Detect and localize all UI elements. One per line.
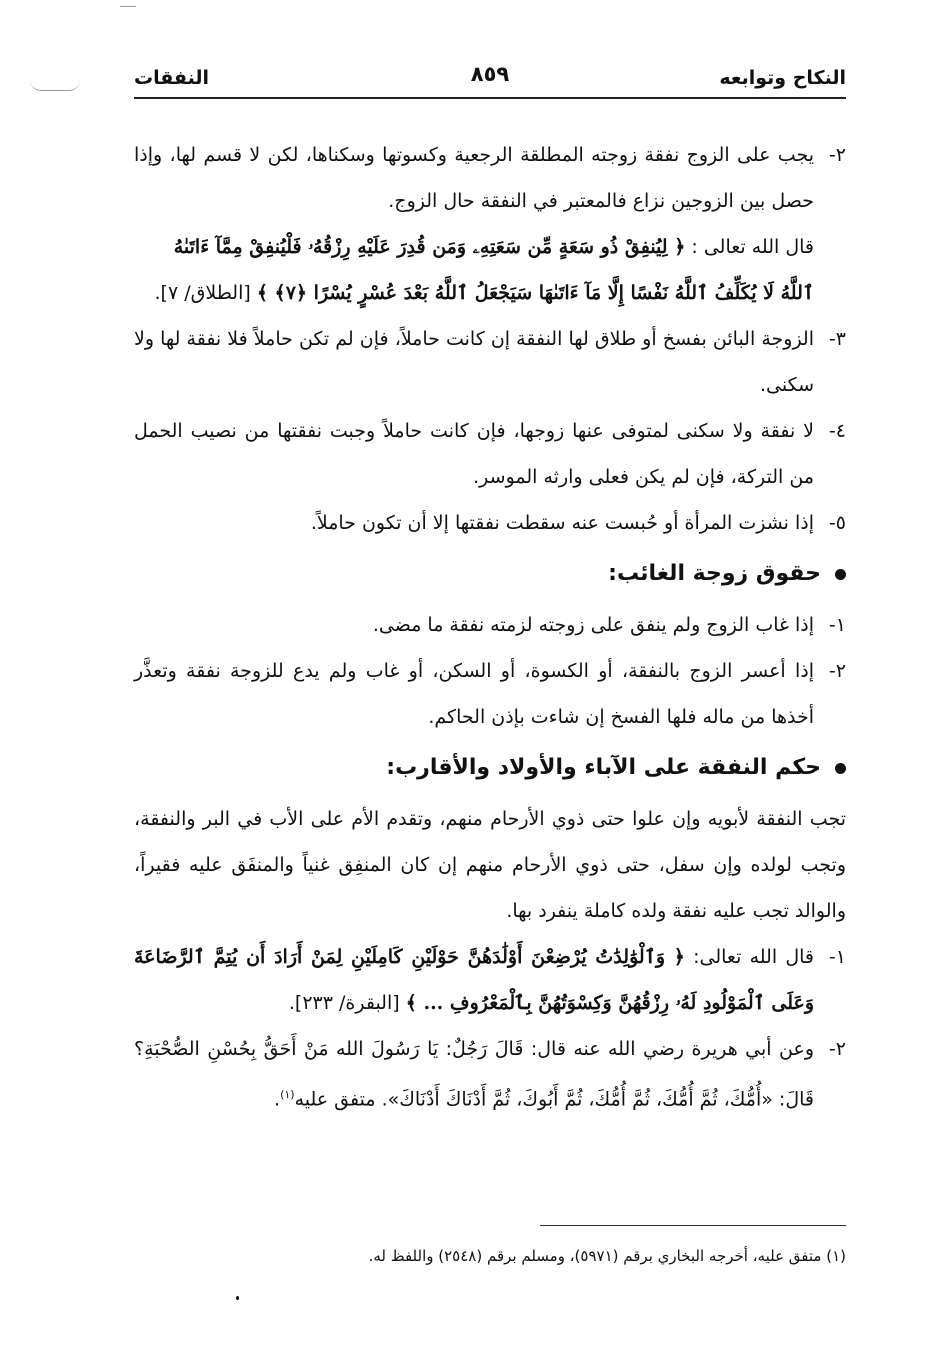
footnote-marker[interactable]: (١)	[280, 1088, 295, 1101]
scan-mark	[120, 6, 136, 7]
item-number: ٥-	[828, 512, 846, 534]
item-text	[134, 934, 846, 1026]
running-header	[134, 60, 846, 96]
list-item	[134, 1026, 846, 1122]
list-item	[134, 648, 846, 740]
item-text: إذا نشزت المرأة أو حُبست عنه سقطت نفقتها إلا أن تكون حاملاً.	[310, 512, 814, 534]
scan-speck	[236, 1296, 239, 1300]
section-title: حقوق زوجة الغائب:	[608, 561, 821, 586]
quote-intro: قال الله تعالى:	[684, 946, 814, 968]
list-item	[134, 602, 846, 648]
quran-verse: ﴿ لِيُنفِقْ ذُو سَعَةٍ مِّن سَعَتِهِۦ وَمَن قُدِرَ عَلَيْهِ رِزْقُهُۥ فَلْيُنفِقْ مِمَّآ ءَاتَىٰهُ ٱللَّهُ لَا يُكَلِّفُ ٱللَّهُ نَفْسًا إِلَّا مَآ ءَاتَىٰهَا سَيَجْعَلُ ٱللَّهُ بَعْدَ عُسْرٍ يُسْرًا ﴿٧﴾ ﴾	[173, 236, 814, 304]
verse-reference: [الطلاق/ ٧].	[154, 282, 257, 304]
bullet-icon	[835, 569, 846, 580]
list-item	[134, 316, 846, 408]
list-item	[134, 500, 846, 546]
item-number: ٢-	[828, 660, 846, 682]
header-chapter-title: النكاح وتوابعه	[719, 67, 846, 89]
bullet-icon	[835, 763, 846, 774]
item-number: ٢-	[828, 1038, 846, 1060]
footnote-rule	[540, 1225, 846, 1226]
item-text: إذا أعسر الزوج بالنفقة، أو الكسوة، أو السكن، أو غاب ولم يدع للزوجة نفقة وتعذَّر أخذها من ماله فلها الفسخ إن شاءت بإذن الحاكم.	[134, 660, 814, 728]
page-body	[134, 132, 846, 1122]
header-section-title: النفقات	[134, 67, 209, 89]
section-title: حكم النفقة على الآباء والأولاد والأقارب:	[386, 755, 821, 780]
footnote: (١) متفق عليه، أخرجه البخاري برقم (٥٩٧١)، ومسلم برقم (٢٥٤٨) واللفظ له.	[368, 1247, 846, 1265]
list-item	[134, 934, 846, 1026]
item-text	[134, 1026, 846, 1122]
item-text: يجب على الزوج نفقة زوجته المطلقة الرجعية وكسوتها وسكناها، لكن لا قسم لها، وإذا حصل بين الزوجين نزاع فالمعتبر في النفقة حال الزوج.	[134, 144, 814, 212]
page-number: ٨٥٩	[470, 62, 510, 86]
section-heading	[134, 740, 846, 796]
hadith-text: وعن أبي هريرة رضي الله عنه قال: قَالَ رَجُلٌ: يَا رَسُولَ الله مَنْ أَحَقُّ بِحُسْنِ الصُّحْبَةِ؟ قَالَ: «أُمُّكَ، ثُمَّ أُمُّكَ، ثُمَّ أُمُّكَ، ثُمَّ أَبُوكَ، ثُمَّ أَدْنَاكَ أَدْنَاكَ». متفق عليه	[134, 1038, 814, 1111]
quran-quote	[134, 224, 846, 316]
list-item	[134, 132, 846, 224]
section-paragraph: تجب النفقة لأبويه وإن علوا حتى ذوي الأرحام منهم، وتقدم الأم على الأب في البر والنفقة، وتجب لولده وإن سفل، حتى ذوي الأرحام منهم إن كان المنفِق غنياً والمنفَق عليه فقيراً، والوالد تجب عليه نفقة ولده كاملة ينفرد بها.	[134, 808, 846, 922]
item-number: ١-	[828, 614, 846, 636]
item-text: إذا غاب الزوج ولم ينفق على زوجته لزمته نفقة ما مضى.	[372, 614, 814, 636]
item-number: ٤-	[828, 420, 846, 442]
header-rule	[134, 97, 846, 99]
item-number: ٢-	[828, 144, 846, 166]
sentence-end: .	[274, 1088, 281, 1111]
section-heading	[134, 546, 846, 602]
list-item	[134, 408, 846, 500]
scan-mark	[30, 80, 80, 91]
item-number: ١-	[828, 946, 846, 968]
item-number: ٣-	[828, 328, 846, 350]
item-text: الزوجة البائن بفسخ أو طلاق لها النفقة إن كانت حاملاً، فإن لم تكن حاملاً فلا نفقة لها ولا سكنى.	[134, 328, 814, 396]
quote-intro: قال الله تعالى :	[685, 236, 814, 258]
quran-verse: ﴿ وَٱلْوَٰلِدَٰتُ يُرْضِعْنَ أَوْلَٰدَهُنَّ حَوْلَيْنِ كَامِلَيْنِ لِمَنْ أَرَادَ أَن يُتِمَّ ٱلرَّضَاعَةَ وَعَلَى ٱلْمَوْلُودِ لَهُۥ رِزْقُهُنَّ وَكِسْوَتُهُنَّ بِٱلْمَعْرُوفِ ... ﴾	[134, 946, 814, 1014]
item-text: لا نفقة ولا سكنى لمتوفى عنها زوجها، فإن كانت حاملاً وجبت نفقتها من نصيب الحمل من التركة، فإن لم يكن فعلى وارثه الموسر.	[134, 420, 814, 488]
verse-reference: [البقرة/ ٢٣٣].	[288, 992, 406, 1014]
